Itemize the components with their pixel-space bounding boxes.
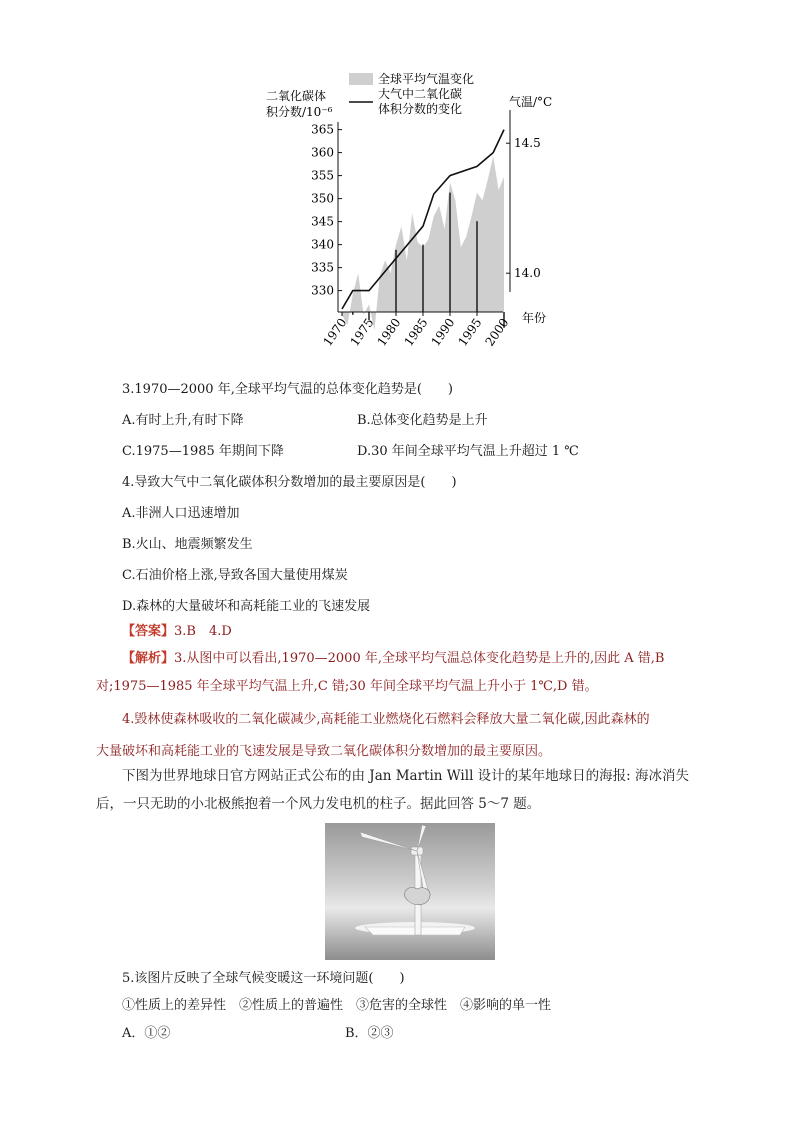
analysis-text-1: 3.从图中可以看出,1970—2000 年,全球平均气温总体变化趋势是上升的,因此 A 错,B <box>174 651 665 666</box>
y-left-label-1: 二氧化碳体 <box>266 89 327 103</box>
right-tick-label: 14.5 <box>514 136 541 151</box>
answer-line <box>122 622 232 642</box>
x-tick-label: 1985 <box>401 315 431 349</box>
intro-line-1: 下图为世界地球日官方网站正式公布的由 Jan Martin Will 设计的某年地球日的海报: 海冰消失 <box>122 768 690 784</box>
left-tick-label: 350 <box>311 191 334 206</box>
q4-option-a: A.非洲人口迅速增加 <box>122 506 240 521</box>
y-left-label-2: 积分数/10⁻⁶ <box>266 105 333 119</box>
x-unit-label: 年份 <box>522 311 547 325</box>
left-tick-label: 340 <box>311 237 334 252</box>
analysis-tag: 【解析】 <box>122 651 175 666</box>
left-tick-label: 330 <box>311 283 334 298</box>
left-tick-label: 360 <box>311 145 334 160</box>
answer-text: 3.B 4.D <box>174 624 232 639</box>
q5-stem: 5.该图片反映了全球气候变暖这一环境问题( ) <box>122 971 405 986</box>
analysis-line-2: 对;1975—1985 年全球平均气温上升,C 错;30 年间全球平均气温上升小于 1℃,D 错。 <box>96 679 598 694</box>
left-tick-label: 365 <box>311 122 334 137</box>
left-tick-label: 345 <box>311 214 334 229</box>
q5-option-a: A．①② <box>122 1026 171 1041</box>
analysis-line-3: 4.毁林使森林吸收的二氧化碳减少,高耗能工业燃烧化石燃料会释放大量二氧化碳,因此森林的 <box>122 712 650 727</box>
wind-turbine-poster-image <box>325 823 495 960</box>
x-tick-label: 1995 <box>455 315 485 349</box>
left-tick-label: 355 <box>311 168 334 183</box>
legend-area-swatch <box>349 73 373 85</box>
q5-statements: ①性质上的差异性 ②性质上的普遍性 ③危害的全球性 ④影响的单一性 <box>122 998 552 1013</box>
q3-option-d: D.30 年间全球平均气温上升超过 1 ℃ <box>357 444 579 459</box>
legend-line-label-1: 大气中二氧化碳 <box>378 87 463 101</box>
analysis-line-1 <box>122 649 664 669</box>
q4-option-c: C.石油价格上涨,导致各国大量使用煤炭 <box>122 568 348 583</box>
x-tick-label: 1980 <box>374 315 404 349</box>
q4-stem: 4.导致大气中二氧化碳体积分数增加的最主要原因是( ) <box>122 475 457 490</box>
x-tick-label: 2000 <box>482 315 512 349</box>
q5-option-b: B．②③ <box>345 1026 394 1041</box>
x-tick-label: 1970 <box>320 315 350 349</box>
q3-option-a: A.有时上升,有时下降 <box>122 413 244 428</box>
q3-option-c: C.1975—1985 年期间下降 <box>122 444 284 459</box>
q3-option-b: B.总体变化趋势是上升 <box>357 413 488 428</box>
q4-option-d: D.森林的大量破坏和高耗能工业的飞速发展 <box>122 599 371 614</box>
legend-line-label-2: 体积分数的变化 <box>378 102 463 116</box>
y-right-label: 气温/°C <box>509 95 553 109</box>
left-tick-label: 335 <box>311 260 334 275</box>
intro-line-2: 后，一只无助的小北极熊抱着一个风力发电机的柱子。据此回答 5～7 题。 <box>96 796 541 812</box>
x-tick-label: 1990 <box>428 315 458 349</box>
analysis-line-4: 大量破坏和高耗能工业的飞速发展是导致二氧化碳体积分数增加的最主要原因。 <box>96 744 552 759</box>
q4-option-b: B.火山、地震频繁发生 <box>122 537 253 552</box>
legend-area-label: 全球平均气温变化 <box>378 72 475 86</box>
right-tick-label: 14.0 <box>514 266 541 281</box>
x-tick-label: 1975 <box>347 315 377 349</box>
q3-stem: 3.1970—2000 年,全球平均气温的总体变化趋势是( ) <box>122 382 453 397</box>
co2-temperature-chart <box>258 62 558 352</box>
answer-tag: 【答案】 <box>122 624 175 639</box>
